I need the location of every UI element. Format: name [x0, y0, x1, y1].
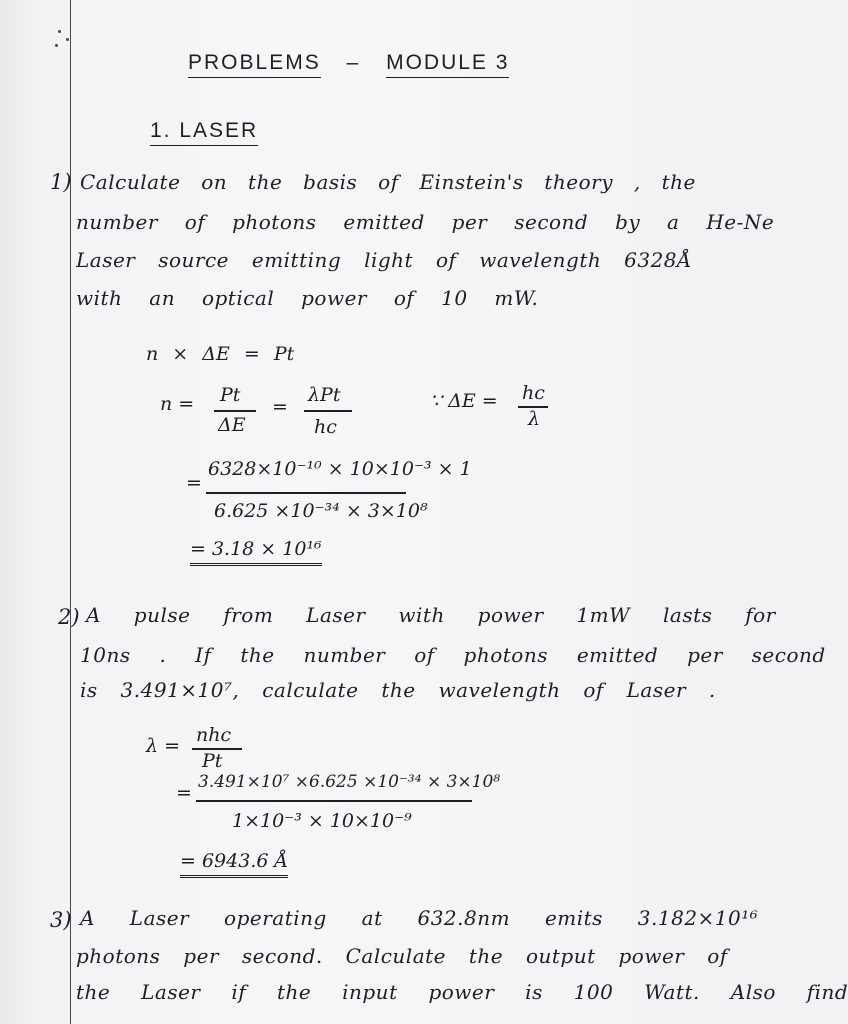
ink-dot [55, 44, 58, 47]
result-2: = 6943.6 Å [180, 852, 288, 871]
fraction-bar [206, 492, 406, 494]
title-left: PROBLEMS [188, 51, 321, 78]
page-title [188, 52, 509, 73]
equals-sign: = [272, 396, 288, 418]
equation-n-lhs: n = [160, 393, 195, 415]
fraction-bar [214, 410, 256, 412]
problem3-line-1: A Laser operating at 632.8nm emits 3.182×10¹⁶ [80, 906, 759, 930]
result-1: = 3.18 × 10¹⁶ [190, 540, 322, 559]
fraction-bar [196, 800, 472, 802]
problem1-line-3: Laser source emitting light of wavelength 6328Å [76, 248, 692, 272]
equals-sign: = [186, 472, 202, 494]
problem1-line-2: number of photons emitted per second by a He-Ne [76, 210, 775, 234]
problem3-line-3: the Laser if the input power is 100 Watt. Also find [76, 980, 848, 1004]
ink-dot [58, 30, 61, 33]
calc-denominator: 6.625 ×10⁻³⁴ × 3×10⁸ [214, 500, 428, 522]
equation-n-deltaE: n × ΔE = Pt [146, 343, 295, 365]
problem2-line-1: A pulse from Laser with power 1mW lasts for [86, 603, 776, 627]
problem2-number: 2) [58, 605, 80, 629]
calc-numerator: 3.491×10⁷ ×6.625 ×10⁻³⁴ × 3×10⁸ [198, 772, 501, 792]
title-right: MODULE 3 [386, 51, 509, 78]
fraction-denominator: ΔE [218, 414, 246, 436]
problem3-line-2: photons per second. Calculate the output power of [76, 944, 728, 968]
equals-sign: = [176, 782, 192, 804]
ink-dot [66, 38, 69, 41]
problem2-line-2: 10ns . If the number of photons emitted per second [80, 643, 826, 667]
problem1-line-1: Calculate on the basis of Einstein's theory , the [80, 170, 696, 194]
margin-line [70, 0, 71, 1024]
formula-lambda-lhs: λ = [146, 735, 181, 757]
problem2-line-3: is 3.491×10⁷, calculate the wavelength of Laser . [80, 678, 716, 702]
problem3-number: 3) [50, 908, 72, 932]
fraction-numerator: λPt [308, 384, 341, 406]
problem1-number: 1) [50, 170, 72, 194]
calc-numerator: 6328×10⁻¹⁰ × 10×10⁻³ × 1 [208, 458, 472, 480]
since-denominator: λ [528, 408, 541, 430]
since-numerator: hc [522, 382, 545, 404]
problem1-line-4: with an optical power of 10 mW. [76, 286, 539, 310]
section-heading: 1. LASER [150, 120, 258, 141]
formula-numerator: nhc [196, 724, 232, 746]
calc-denominator: 1×10⁻³ × 10×10⁻⁹ [232, 810, 412, 832]
fraction-denominator: hc [314, 416, 337, 438]
formula-denominator: Pt [202, 750, 223, 772]
title-dash: – [346, 51, 361, 74]
since-clause: ∵ ΔE = [430, 390, 498, 412]
fraction-numerator: Pt [220, 384, 241, 406]
fraction-bar [304, 410, 352, 412]
